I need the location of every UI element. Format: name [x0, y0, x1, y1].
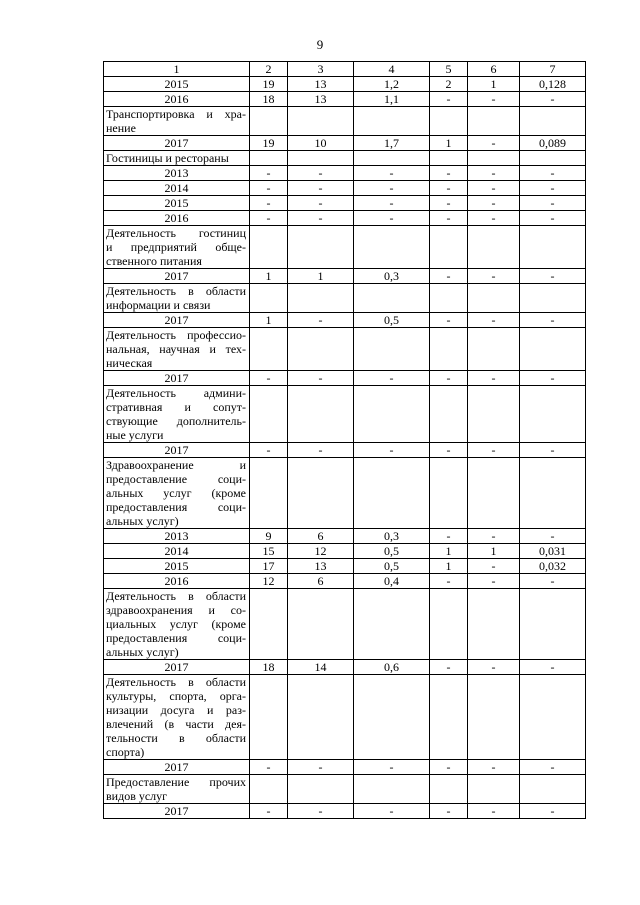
value-cell: -	[288, 804, 354, 819]
empty-cell	[430, 675, 468, 760]
year-cell: 2017	[104, 371, 250, 386]
category-label-line: Транспортировка и хра-	[106, 107, 246, 121]
year-cell: 2016	[104, 92, 250, 107]
empty-cell	[430, 386, 468, 443]
value-cell: -	[354, 760, 430, 775]
category-label	[104, 458, 250, 529]
category-label-line: тельности в области	[106, 731, 246, 745]
value-cell: 0,032	[520, 559, 586, 574]
value-cell: 0,031	[520, 544, 586, 559]
empty-cell	[354, 226, 430, 269]
category-row	[104, 458, 586, 529]
table-row	[104, 196, 586, 211]
empty-cell	[250, 284, 288, 313]
value-cell: -	[354, 804, 430, 819]
category-label-line: предоставления соци-	[106, 500, 246, 514]
value-cell: -	[468, 804, 520, 819]
value-cell: -	[468, 313, 520, 328]
value-cell: -	[288, 181, 354, 196]
value-cell: 0,128	[520, 77, 586, 92]
value-cell: -	[288, 313, 354, 328]
value-cell: -	[250, 804, 288, 819]
value-cell: -	[468, 92, 520, 107]
value-cell: -	[288, 371, 354, 386]
category-label-line: Деятельность в области	[106, 284, 246, 298]
value-cell: 12	[250, 574, 288, 589]
value-cell: -	[520, 574, 586, 589]
category-label	[104, 107, 250, 136]
empty-cell	[430, 775, 468, 804]
value-cell: 0,3	[354, 529, 430, 544]
value-cell: -	[288, 760, 354, 775]
empty-cell	[520, 775, 586, 804]
category-label	[104, 328, 250, 371]
category-label-line: нальная, научная и тех-	[106, 342, 246, 356]
value-cell: -	[354, 211, 430, 226]
empty-cell	[288, 284, 354, 313]
empty-cell	[250, 458, 288, 529]
value-cell: 1	[250, 313, 288, 328]
header-cell: 7	[520, 62, 586, 77]
empty-cell	[288, 107, 354, 136]
value-cell: -	[430, 660, 468, 675]
header-cell: 4	[354, 62, 430, 77]
category-label	[104, 226, 250, 269]
empty-cell	[250, 328, 288, 371]
value-cell: -	[468, 574, 520, 589]
category-label-line: предоставления соци-	[106, 631, 246, 645]
value-cell: -	[468, 371, 520, 386]
value-cell: 13	[288, 559, 354, 574]
value-cell: -	[250, 196, 288, 211]
empty-cell	[520, 226, 586, 269]
empty-cell	[354, 458, 430, 529]
empty-cell	[520, 284, 586, 313]
value-cell: -	[520, 196, 586, 211]
year-cell: 2015	[104, 77, 250, 92]
value-cell: 14	[288, 660, 354, 675]
page-number: 9	[316, 37, 324, 52]
category-label-line: низации досуга и раз-	[106, 703, 246, 717]
empty-cell	[288, 675, 354, 760]
table-row	[104, 313, 586, 328]
year-cell: 2017	[104, 660, 250, 675]
category-label-line: Деятельность админи-	[106, 386, 246, 400]
value-cell: -	[354, 371, 430, 386]
category-label-line: альных услуг (кроме	[106, 486, 246, 500]
value-cell: 0,5	[354, 313, 430, 328]
value-cell: -	[468, 181, 520, 196]
year-cell: 2017	[104, 269, 250, 284]
empty-cell	[430, 284, 468, 313]
empty-cell	[354, 775, 430, 804]
empty-cell	[288, 775, 354, 804]
empty-cell	[354, 386, 430, 443]
value-cell: 0,089	[520, 136, 586, 151]
value-cell: -	[288, 211, 354, 226]
empty-cell	[354, 328, 430, 371]
empty-cell	[468, 589, 520, 660]
value-cell: 19	[250, 136, 288, 151]
header-cell: 1	[104, 62, 250, 77]
empty-cell	[520, 589, 586, 660]
category-label	[104, 151, 250, 166]
table-row	[104, 136, 586, 151]
value-cell: -	[354, 166, 430, 181]
value-cell: -	[288, 196, 354, 211]
value-cell: -	[520, 660, 586, 675]
empty-cell	[520, 328, 586, 371]
value-cell: 1	[288, 269, 354, 284]
empty-cell	[288, 458, 354, 529]
category-row	[104, 328, 586, 371]
value-cell: -	[520, 760, 586, 775]
value-cell: 1	[468, 77, 520, 92]
category-label-line: влечений (в части дея-	[106, 717, 246, 731]
value-cell: -	[468, 660, 520, 675]
year-cell: 2016	[104, 211, 250, 226]
empty-cell	[430, 107, 468, 136]
year-cell: 2016	[104, 574, 250, 589]
year-cell: 2014	[104, 544, 250, 559]
table-header-row	[104, 62, 586, 77]
value-cell: 6	[288, 529, 354, 544]
category-label-line: Деятельность гостиниц	[106, 226, 246, 240]
year-cell: 2013	[104, 166, 250, 181]
value-cell: 18	[250, 92, 288, 107]
value-cell: -	[354, 196, 430, 211]
empty-cell	[468, 226, 520, 269]
value-cell: -	[468, 211, 520, 226]
empty-cell	[250, 386, 288, 443]
category-label-line: и предприятий обще-	[106, 240, 246, 254]
table-row	[104, 559, 586, 574]
empty-cell	[288, 589, 354, 660]
category-label-line: ствующие дополнитель-	[106, 414, 246, 428]
category-label-line: Деятельность в области	[106, 675, 246, 689]
category-label-line: спорта)	[106, 745, 145, 759]
value-cell: -	[520, 211, 586, 226]
empty-cell	[354, 151, 430, 166]
category-label-line: ническая	[106, 356, 153, 370]
value-cell: -	[520, 166, 586, 181]
value-cell: 1	[250, 269, 288, 284]
empty-cell	[520, 386, 586, 443]
empty-cell	[468, 284, 520, 313]
empty-cell	[468, 386, 520, 443]
value-cell: -	[430, 181, 468, 196]
empty-cell	[468, 328, 520, 371]
empty-cell	[520, 675, 586, 760]
year-cell: 2017	[104, 804, 250, 819]
value-cell: 2	[430, 77, 468, 92]
table-row	[104, 529, 586, 544]
value-cell: -	[520, 529, 586, 544]
category-label	[104, 589, 250, 660]
value-cell: -	[430, 196, 468, 211]
value-cell: 0,4	[354, 574, 430, 589]
year-cell: 2017	[104, 443, 250, 458]
table-body	[104, 62, 586, 819]
value-cell: -	[430, 92, 468, 107]
value-cell: -	[250, 181, 288, 196]
empty-cell	[250, 107, 288, 136]
empty-cell	[250, 151, 288, 166]
empty-cell	[354, 675, 430, 760]
category-label-line: ственного питания	[106, 254, 202, 268]
value-cell: -	[430, 574, 468, 589]
value-cell: 13	[288, 92, 354, 107]
table-row	[104, 181, 586, 196]
category-label	[104, 284, 250, 313]
category-label-line: видов услуг	[106, 789, 168, 803]
value-cell: 1,1	[354, 92, 430, 107]
empty-cell	[520, 151, 586, 166]
year-cell: 2017	[104, 760, 250, 775]
value-cell: -	[468, 443, 520, 458]
empty-cell	[288, 226, 354, 269]
empty-cell	[430, 589, 468, 660]
category-label	[104, 675, 250, 760]
value-cell: -	[520, 269, 586, 284]
value-cell: 1	[430, 544, 468, 559]
value-cell: -	[520, 313, 586, 328]
value-cell: 18	[250, 660, 288, 675]
category-label-line: Деятельность профессио-	[106, 328, 246, 342]
value-cell: 1	[468, 544, 520, 559]
value-cell: -	[430, 804, 468, 819]
value-cell: 6	[288, 574, 354, 589]
empty-cell	[288, 151, 354, 166]
category-label-line: стративная и сопут-	[106, 400, 246, 414]
category-row	[104, 775, 586, 804]
value-cell: 0,6	[354, 660, 430, 675]
value-cell: -	[520, 181, 586, 196]
empty-cell	[430, 151, 468, 166]
value-cell: 1	[430, 136, 468, 151]
empty-cell	[354, 589, 430, 660]
value-cell: 13	[288, 77, 354, 92]
value-cell: -	[250, 371, 288, 386]
table-row	[104, 166, 586, 181]
table-row	[104, 660, 586, 675]
value-cell: -	[430, 443, 468, 458]
value-cell: 0,5	[354, 544, 430, 559]
category-label-line: предоставление соци-	[106, 472, 246, 486]
year-cell: 2014	[104, 181, 250, 196]
empty-cell	[468, 675, 520, 760]
value-cell: 0,3	[354, 269, 430, 284]
value-cell: -	[250, 443, 288, 458]
value-cell: -	[468, 196, 520, 211]
value-cell: -	[430, 313, 468, 328]
category-row	[104, 284, 586, 313]
value-cell: 19	[250, 77, 288, 92]
value-cell: 12	[288, 544, 354, 559]
header-cell: 3	[288, 62, 354, 77]
header-cell: 5	[430, 62, 468, 77]
table-row	[104, 804, 586, 819]
value-cell: -	[520, 804, 586, 819]
empty-cell	[354, 107, 430, 136]
value-cell: 1,2	[354, 77, 430, 92]
value-cell: -	[468, 269, 520, 284]
empty-cell	[468, 458, 520, 529]
category-label-line: нение	[106, 121, 136, 135]
category-label-line: альных услуг)	[106, 514, 179, 528]
table-row	[104, 92, 586, 107]
header-cell: 2	[250, 62, 288, 77]
category-row	[104, 589, 586, 660]
category-label-line: циальных услуг (кроме	[106, 617, 246, 631]
year-cell: 2013	[104, 529, 250, 544]
empty-cell	[520, 458, 586, 529]
value-cell: -	[520, 443, 586, 458]
empty-cell	[430, 226, 468, 269]
category-row	[104, 675, 586, 760]
value-cell: -	[520, 371, 586, 386]
category-label-line: Здравоохранение и	[106, 458, 246, 472]
value-cell: -	[430, 269, 468, 284]
value-cell: -	[354, 443, 430, 458]
value-cell: -	[250, 211, 288, 226]
empty-cell	[250, 675, 288, 760]
table-row	[104, 574, 586, 589]
empty-cell	[288, 386, 354, 443]
year-cell: 2015	[104, 559, 250, 574]
category-row	[104, 386, 586, 443]
category-label	[104, 386, 250, 443]
value-cell: -	[468, 529, 520, 544]
category-row	[104, 107, 586, 136]
table-row	[104, 443, 586, 458]
table-row	[104, 269, 586, 284]
category-label-line: здравоохранения и со-	[106, 603, 246, 617]
table-row	[104, 77, 586, 92]
value-cell: -	[354, 181, 430, 196]
category-row	[104, 226, 586, 269]
year-cell: 2017	[104, 313, 250, 328]
category-label-line: культуры, спорта, орга-	[106, 689, 246, 703]
table-row	[104, 760, 586, 775]
empty-cell	[468, 151, 520, 166]
value-cell: -	[288, 443, 354, 458]
empty-cell	[250, 226, 288, 269]
category-label-line: Деятельность в области	[106, 589, 246, 603]
table-row	[104, 211, 586, 226]
value-cell: 1,7	[354, 136, 430, 151]
value-cell: -	[288, 166, 354, 181]
value-cell: 9	[250, 529, 288, 544]
empty-cell	[430, 458, 468, 529]
value-cell: -	[468, 166, 520, 181]
category-label-line: Предоставление прочих	[106, 775, 246, 789]
empty-cell	[430, 328, 468, 371]
value-cell: 0,5	[354, 559, 430, 574]
year-cell: 2017	[104, 136, 250, 151]
year-cell: 2015	[104, 196, 250, 211]
empty-cell	[250, 589, 288, 660]
value-cell: 17	[250, 559, 288, 574]
table-row	[104, 371, 586, 386]
empty-cell	[250, 775, 288, 804]
value-cell: 15	[250, 544, 288, 559]
value-cell: -	[468, 136, 520, 151]
table-row	[104, 544, 586, 559]
category-row	[104, 151, 586, 166]
statistics-table	[103, 61, 586, 819]
header-cell: 6	[468, 62, 520, 77]
category-label-line: ные услуги	[106, 428, 164, 442]
empty-cell	[288, 328, 354, 371]
category-label-line: Гостиницы и рестораны	[106, 151, 229, 165]
value-cell: -	[468, 559, 520, 574]
value-cell: 1	[430, 559, 468, 574]
value-cell: -	[430, 166, 468, 181]
value-cell: -	[430, 211, 468, 226]
empty-cell	[354, 284, 430, 313]
value-cell: -	[250, 760, 288, 775]
value-cell: -	[430, 371, 468, 386]
value-cell: -	[430, 760, 468, 775]
value-cell: -	[520, 92, 586, 107]
value-cell: -	[430, 529, 468, 544]
empty-cell	[468, 775, 520, 804]
value-cell: -	[250, 166, 288, 181]
category-label-line: информации и связи	[106, 298, 211, 312]
empty-cell	[520, 107, 586, 136]
empty-cell	[468, 107, 520, 136]
value-cell: 10	[288, 136, 354, 151]
category-label-line: альных услуг)	[106, 645, 179, 659]
value-cell: -	[468, 760, 520, 775]
category-label	[104, 775, 250, 804]
